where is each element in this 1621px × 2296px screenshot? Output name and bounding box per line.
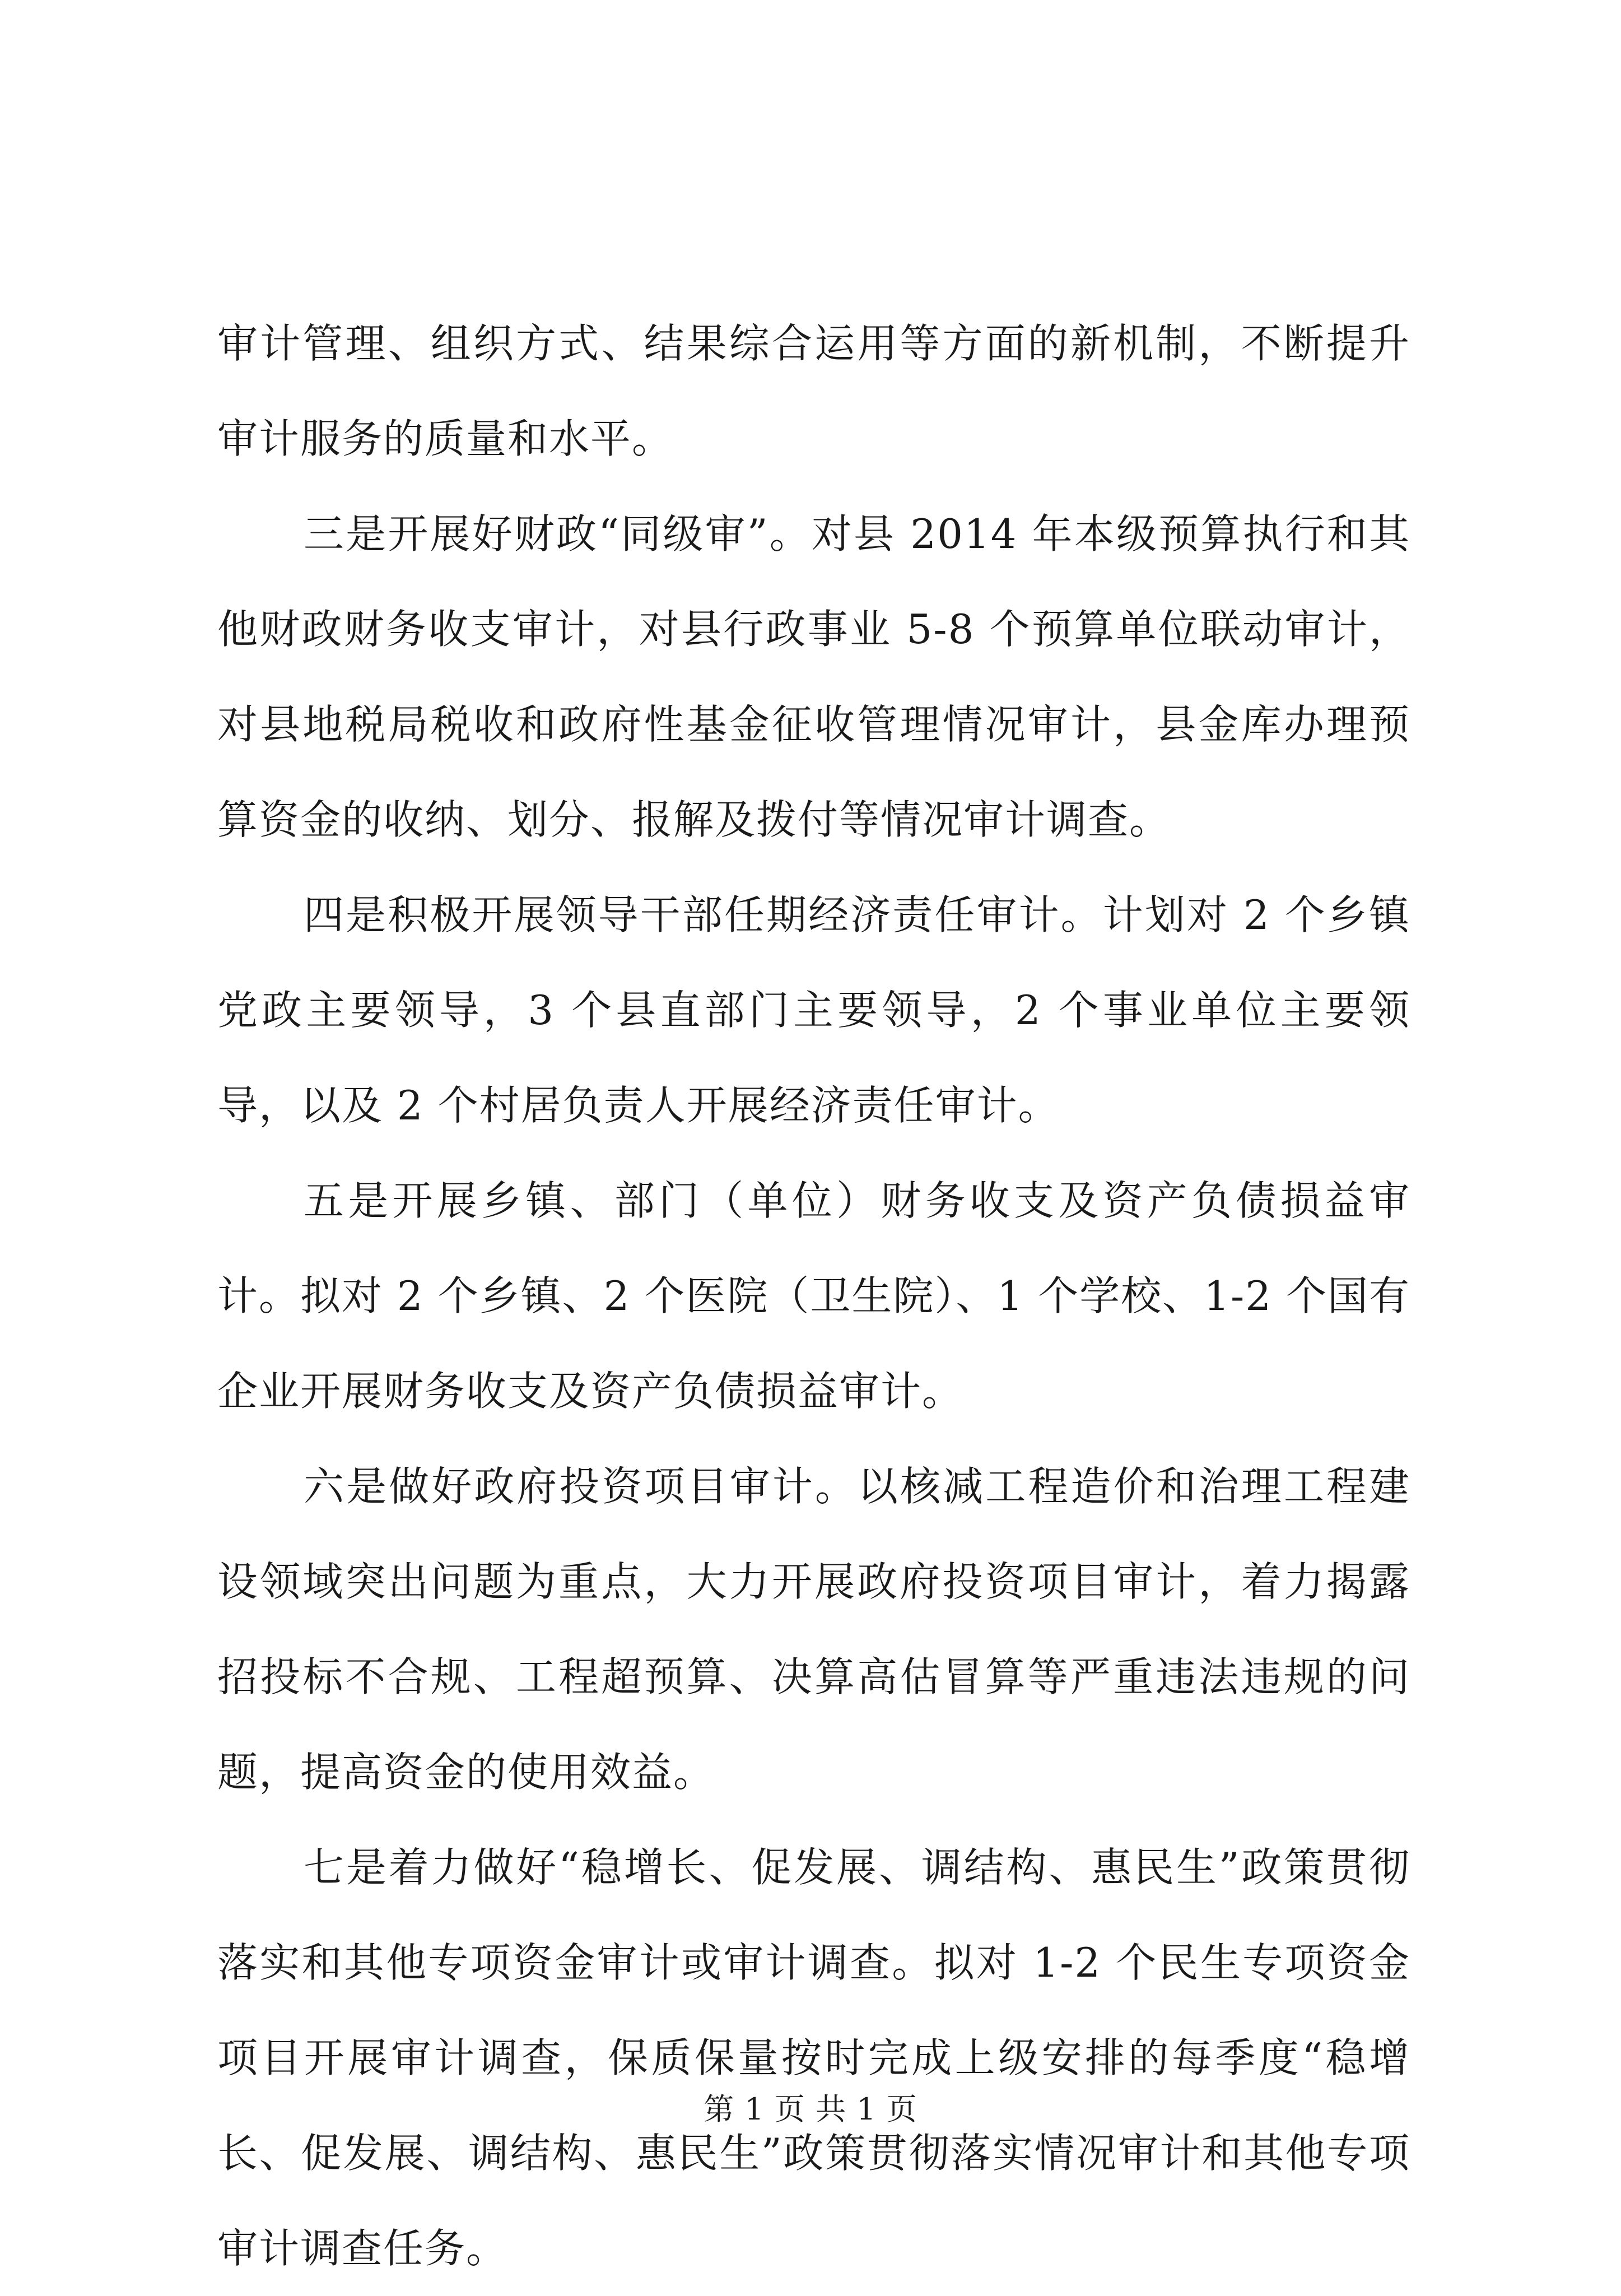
document-body: [217, 296, 1410, 2296]
paragraph-item-5: 五是开展乡镇、部门（单位）财务收支及资产负债损益审计。拟对 2 个乡镇、2 个医院（卫生院）、1 个学校、1-2 个国有企业开展财务收支及资产负债损益审计。: [217, 1177, 1410, 1415]
paragraph-item-7: 七是着力做好“稳增长、促发展、调结构、惠民生”政策贯彻落实和其他专项资金审计或审计调查。拟对 1-2 个民生专项资金项目开展审计调查，保质保量按时完成上级安排的每季度“稳增长、促发展、调结构、惠民生”政策贯彻落实情况审计和其他专项审计调查任务。: [217, 1844, 1410, 2272]
page-number-footer: 第 1 页 共 1 页: [704, 2092, 917, 2127]
paragraph-item-3: 三是开展好财政“同级审”。对县 2014 年本级预算执行和其他财政财务收支审计，对县行政事业 5-8 个预算单位联动审计，对县地税局税收和政府性基金征收管理情况审计，县金库办理预算资金的收纳、划分、报解及拨付等情况审计调查。: [217, 510, 1410, 843]
paragraph-continuation: 审计管理、组织方式、结果综合运用等方面的新机制，不断提升审计服务的质量和水平。: [217, 320, 1410, 462]
paragraph-item-4: 四是积极开展领导干部任期经济责任审计。计划对 2 个乡镇党政主要领导，3 个县直部门主要领导，2 个事业单位主要领导，以及 2 个村居负责人开展经济责任审计。: [217, 891, 1410, 1129]
paragraph-item-6: 六是做好政府投资项目审计。以核减工程造价和治理工程建设领域突出问题为重点，大力开展政府投资项目审计，着力揭露招投标不合规、工程超预算、决算高估冒算等严重违法违规的问题，提高资金的使用效益。: [217, 1463, 1410, 1796]
